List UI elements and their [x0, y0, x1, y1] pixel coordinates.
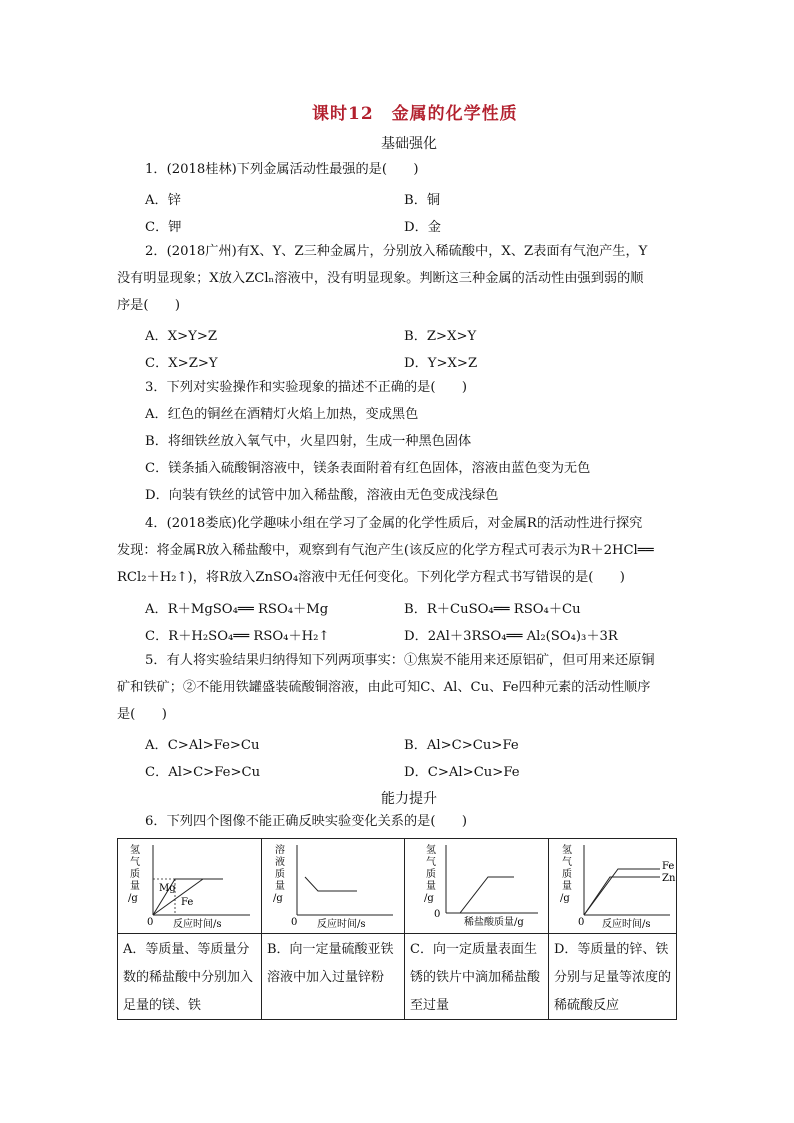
question-1-stem: 1．(2018桂林)下列金属活动性最强的是( )	[145, 162, 419, 177]
graph-c-ylabel-0: 氢	[426, 845, 436, 856]
q1-option-b: B．铜	[404, 193, 441, 208]
graph-a-series-fe: Fe	[181, 897, 194, 908]
graph-d-line-fe	[584, 869, 660, 915]
graph-b-ylabel-1: 液	[275, 857, 285, 868]
q1-option-d: D．金	[404, 220, 441, 235]
question-4-line2: 发现：将金属R放入稀盐酸中，观察到有气泡产生(该反应的化学方程式可表示为R＋2HCl══	[117, 543, 654, 558]
graph-b-origin: 0	[291, 917, 298, 928]
graph-c	[404, 839, 548, 933]
graph-c-ylabel-4: /g	[424, 893, 434, 904]
graph-c-ylabel-3: 量	[426, 881, 436, 892]
graph-b-ylabel-3: 量	[275, 881, 285, 892]
graph-a-ylabel-4: /g	[128, 893, 138, 904]
question-2-line3: 序是( )	[117, 298, 181, 313]
graph-d	[548, 839, 678, 933]
q4-option-c: C．R＋H₂SO₄══ RSO₄＋H₂↑	[145, 629, 330, 644]
q5-option-b: B．Al>C>Cu>Fe	[404, 738, 519, 753]
graph-c-ylabel-2: 质	[426, 869, 436, 880]
q3-option-b: B．将细铁丝放入氧气中，火星四射，生成一种黑色固体	[145, 434, 472, 449]
q1-option-a: A．锌	[145, 193, 181, 208]
graph-b-ylabel-0: 溶	[275, 845, 285, 856]
graph-c-origin: 0	[434, 909, 441, 920]
graph-b-ylabel-2: 质	[275, 869, 285, 880]
graph-a-ylabel-3: 量	[130, 881, 140, 892]
graph-d-ylabel-4: /g	[560, 893, 570, 904]
q2-option-d: D．Y>X>Z	[404, 356, 478, 371]
graph-d-series-fe: Fe	[662, 861, 675, 872]
caption-a: A．等质量、等质量分数的稀盐酸中分别加入足量的镁、铁	[123, 942, 254, 1013]
q5-option-c: C．Al>C>Fe>Cu	[145, 765, 261, 780]
graph-d-xlabel: 反应时间/s	[602, 919, 651, 930]
q1-option-c: C．钾	[145, 220, 182, 235]
graph-d-series-zn: Zn	[662, 873, 676, 884]
q3-option-d: D．向装有铁丝的试管中加入稀盐酸，溶液由无色变成浅绿色	[145, 488, 499, 503]
caption-b: B．向一定量硫酸亚铁溶液中加入过量锌粉	[267, 942, 394, 985]
graph-d-ylabel-0: 氢	[562, 845, 572, 856]
graph-d-ylabel-3: 量	[562, 881, 572, 892]
graph-d-line-zn	[584, 877, 660, 915]
q6-figure-table	[117, 838, 677, 1020]
graph-a-origin: 0	[147, 917, 154, 928]
q5-option-a: A．C>Al>Fe>Cu	[145, 738, 260, 753]
question-6-stem: 6．下列四个图像不能正确反映实验变化关系的是( )	[145, 814, 467, 829]
question-3-stem: 3．下列对实验操作和实验现象的描述不正确的是( )	[145, 380, 467, 395]
caption-d: D．等质量的锌、铁分别与足量等浓度的稀硫酸反应	[554, 942, 672, 1013]
question-5-line2: 矿和铁矿；②不能用铁罐盛装硫酸铜溶液，由此可知C、Al、Cu、Fe四种元素的活动性顺序	[117, 680, 651, 695]
question-2-line1: 2．(2018广州)有X、Y、Z三种金属片，分别放入稀硫酸中，X、Z表面有气泡产生，Y	[145, 244, 648, 259]
q4-option-b: B．R＋CuSO₄══ RSO₄＋Cu	[404, 602, 581, 617]
question-5-line1: 5．有人将实验结果归纳得知下列两项事实：①焦炭不能用来还原铝矿，但可用来还原铜	[145, 653, 655, 668]
graph-b	[261, 839, 404, 933]
q4-option-d: D．2Al＋3RSO₄══ Al₂(SO₄)₃＋3R	[404, 629, 618, 644]
graph-d-ylabel-2: 质	[562, 869, 572, 880]
graph-d-origin: 0	[578, 917, 585, 928]
graph-a-ylabel-1: 气	[130, 857, 140, 868]
q3-option-c: C．镁条插入硫酸铜溶液中，镁条表面附着有红色固体，溶液由蓝色变为无色	[145, 461, 591, 476]
graph-d-ylabel-1: 气	[562, 857, 572, 868]
graph-b-ylabel-4: /g	[273, 893, 283, 904]
section-basic: 基础强化	[381, 136, 437, 152]
caption-c: C．向一定质量表面生锈的铁片中滴加稀盐酸至过量	[410, 942, 541, 1013]
q3-option-a: A．红色的铜丝在酒精灯火焰上加热，变成黑色	[145, 407, 419, 422]
graph-a	[118, 839, 261, 933]
graph-a-ylabel-2: 质	[130, 869, 140, 880]
question-4-line1: 4．(2018娄底)化学趣味小组在学习了金属的化学性质后，对金属R的活动性进行探究	[145, 516, 643, 531]
question-4-line3: RCl₂＋H₂↑)，将R放入ZnSO₄溶液中无任何变化。下列化学方程式书写错误的是( )	[117, 570, 625, 585]
graph-c-ylabel-1: 气	[426, 857, 436, 868]
section-advanced: 能力提升	[381, 791, 437, 807]
graph-b-line	[305, 877, 357, 891]
q2-option-b: B．Z>X>Y	[404, 329, 477, 344]
graph-c-line	[446, 877, 514, 913]
graph-a-ylabel-0: 氢	[130, 845, 140, 856]
graph-a-xlabel: 反应时间/s	[173, 919, 222, 930]
q5-option-d: D．C>Al>Cu>Fe	[404, 765, 520, 780]
q2-option-a: A．X>Y>Z	[145, 329, 218, 344]
question-5-line3: 是( )	[117, 707, 167, 722]
q2-option-c: C．X>Z>Y	[145, 356, 218, 371]
graph-a-series-mg: Mg	[159, 883, 176, 894]
graph-b-xlabel: 反应时间/s	[317, 919, 366, 930]
page-title: 课时12 金属的化学性质	[312, 104, 518, 124]
graph-c-xlabel: 稀盐酸质量/g	[464, 917, 524, 928]
q4-option-a: A．R＋MgSO₄══ RSO₄＋Mg	[145, 602, 329, 617]
question-2-line2: 没有明显现象；X放入ZClₙ溶液中，没有明显现象。判断这三种金属的活动性由强到弱的顺	[117, 271, 644, 286]
